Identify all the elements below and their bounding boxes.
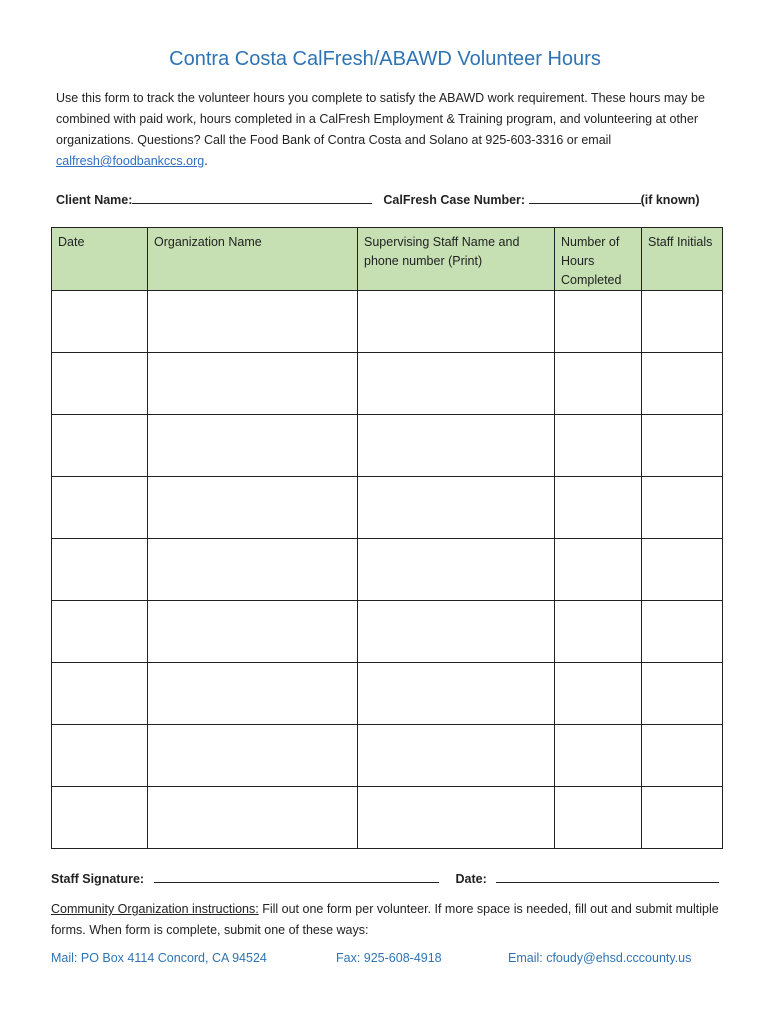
form-title: Contra Costa CalFresh/ABAWD Volunteer Hours xyxy=(169,48,601,70)
organization-cell[interactable] xyxy=(148,415,358,477)
staff-initials-cell[interactable] xyxy=(642,477,723,539)
case-number-label: CalFresh Case Number: xyxy=(383,193,526,207)
organization-cell[interactable] xyxy=(148,601,358,663)
staff-signature-field[interactable] xyxy=(154,870,439,883)
date-cell[interactable] xyxy=(52,353,148,415)
intro-email-link[interactable]: calfresh@foodbankccs.org xyxy=(56,154,205,168)
client-name-field[interactable] xyxy=(132,191,372,204)
organization-cell[interactable] xyxy=(148,539,358,601)
community-instructions xyxy=(51,899,726,941)
instructions-heading: Community Organization instructions: xyxy=(51,902,259,916)
staff-initials-cell[interactable] xyxy=(642,415,723,477)
email-contact[interactable]: Email: cfoudy@ehsd.cccounty.us xyxy=(508,951,692,965)
table-body xyxy=(52,291,723,849)
organization-cell[interactable] xyxy=(148,291,358,353)
intro-paragraph xyxy=(56,88,726,172)
table-row xyxy=(52,477,723,539)
date-cell[interactable] xyxy=(52,663,148,725)
instructions-text: Fill out one form per volunteer. If more space is needed, fill out and submit multiple forms. When form is complete, submit one of these ways: xyxy=(51,902,719,937)
supervising-staff-cell[interactable] xyxy=(358,539,555,601)
staff-initials-cell[interactable] xyxy=(642,353,723,415)
volunteer-hours-table xyxy=(51,227,723,849)
staff-initials-cell[interactable] xyxy=(642,663,723,725)
intro-end: . xyxy=(204,154,208,168)
table-row xyxy=(52,601,723,663)
supervising-staff-cell[interactable] xyxy=(358,291,555,353)
column-header-organization: Organization Name xyxy=(148,228,358,291)
column-header-supervising-staff: Supervising Staff Name and phone number (Print) xyxy=(358,228,555,291)
date-cell[interactable] xyxy=(52,477,148,539)
staff-initials-cell[interactable] xyxy=(642,291,723,353)
organization-cell[interactable] xyxy=(148,477,358,539)
hours-cell[interactable] xyxy=(555,725,642,787)
organization-cell[interactable] xyxy=(148,663,358,725)
organization-cell[interactable] xyxy=(148,787,358,849)
hours-cell[interactable] xyxy=(555,291,642,353)
date-cell[interactable] xyxy=(52,291,148,353)
supervising-staff-cell[interactable] xyxy=(358,415,555,477)
date-cell[interactable] xyxy=(52,539,148,601)
supervising-staff-cell[interactable] xyxy=(358,725,555,787)
mail-contact: Mail: PO Box 4114 Concord, CA 94524 xyxy=(51,951,267,965)
date-label: Date: xyxy=(455,872,487,886)
hours-cell[interactable] xyxy=(555,353,642,415)
table-row xyxy=(52,663,723,725)
supervising-staff-cell[interactable] xyxy=(358,601,555,663)
intro-text: Use this form to track the volunteer hours you complete to satisfy the ABAWD work requirement. These hours may be combined with paid work, hours completed in a CalFresh Employment & Training program, and volunteering at other organizations. Questions? Call the Food Bank of Contra Costa and Solano at 925-603-3316 or email xyxy=(56,91,705,147)
signature-line xyxy=(51,870,731,886)
staff-initials-cell[interactable] xyxy=(642,787,723,849)
supervising-staff-cell[interactable] xyxy=(358,477,555,539)
organization-cell[interactable] xyxy=(148,353,358,415)
hours-cell[interactable] xyxy=(555,539,642,601)
date-cell[interactable] xyxy=(52,415,148,477)
date-cell[interactable] xyxy=(52,787,148,849)
column-header-staff-initials: Staff Initials xyxy=(642,228,723,291)
staff-signature-label: Staff Signature: xyxy=(51,872,145,886)
date-field[interactable] xyxy=(496,870,719,883)
hours-cell[interactable] xyxy=(555,415,642,477)
table-row xyxy=(52,415,723,477)
column-header-hours: Number of Hours Completed xyxy=(555,228,642,291)
staff-initials-cell[interactable] xyxy=(642,601,723,663)
table-header-row xyxy=(52,228,723,291)
supervising-staff-cell[interactable] xyxy=(358,353,555,415)
staff-initials-cell[interactable] xyxy=(642,725,723,787)
supervising-staff-cell[interactable] xyxy=(358,663,555,725)
table-row xyxy=(52,353,723,415)
staff-initials-cell[interactable] xyxy=(642,539,723,601)
fax-contact: Fax: 925-608-4918 xyxy=(336,951,442,965)
table-row xyxy=(52,725,723,787)
organization-cell[interactable] xyxy=(148,725,358,787)
date-cell[interactable] xyxy=(52,601,148,663)
supervising-staff-cell[interactable] xyxy=(358,787,555,849)
hours-cell[interactable] xyxy=(555,477,642,539)
client-name-label: Client Name: xyxy=(56,193,133,207)
table-row xyxy=(52,539,723,601)
hours-cell[interactable] xyxy=(555,787,642,849)
hours-cell[interactable] xyxy=(555,601,642,663)
hours-cell[interactable] xyxy=(555,663,642,725)
column-header-date: Date xyxy=(52,228,148,291)
case-number-note: (if known) xyxy=(640,193,700,207)
table-row xyxy=(52,787,723,849)
client-info-line xyxy=(56,191,716,207)
case-number-field[interactable] xyxy=(529,191,641,204)
date-cell[interactable] xyxy=(52,725,148,787)
table-row xyxy=(52,291,723,353)
